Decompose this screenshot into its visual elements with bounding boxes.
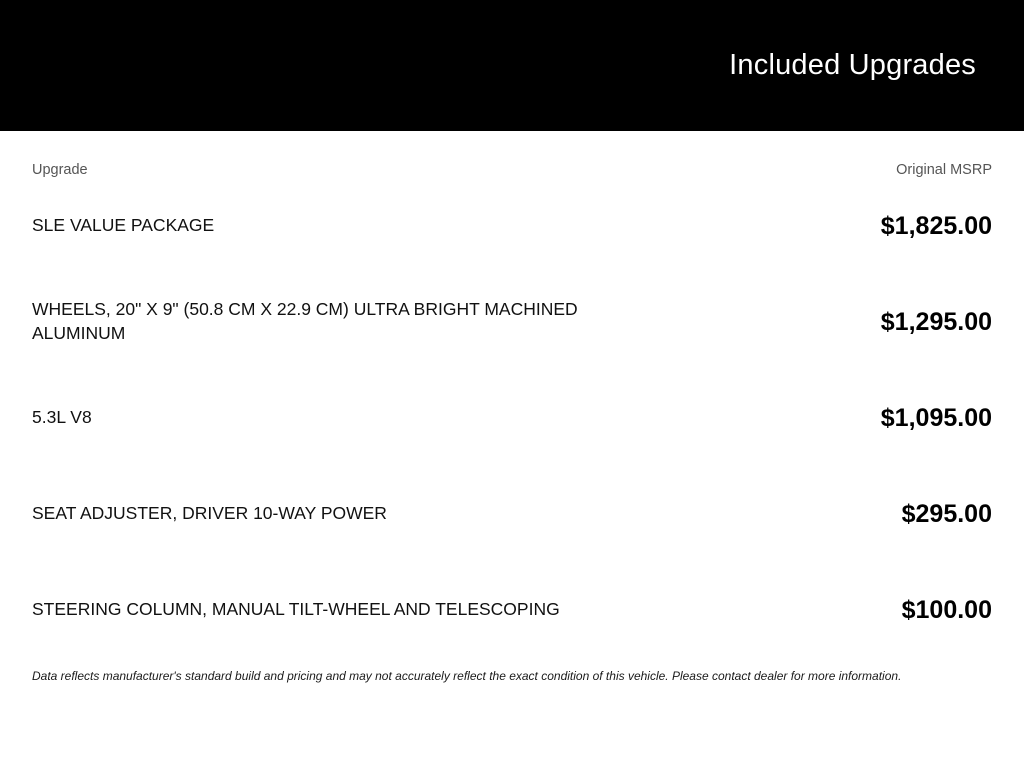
column-header-upgrade: Upgrade — [32, 162, 88, 178]
table-row — [32, 370, 992, 466]
column-header-msrp: Original MSRP — [896, 162, 992, 178]
upgrade-price: $1,295.00 — [880, 307, 992, 336]
table-row — [32, 466, 992, 562]
disclaimer-text: Data reflects manufacturer's standard build and pricing and may not accurately reflect the exact condition of this vehicle. Please contact dealer for more information. — [32, 669, 902, 683]
upgrade-name: SEAT ADJUSTER, DRIVER 10-WAY POWER — [32, 503, 387, 524]
table-column-headers — [32, 131, 992, 178]
upgrade-name: SLE VALUE PACKAGE — [32, 215, 215, 236]
upgrade-price: $1,825.00 — [880, 211, 992, 240]
page-title: Included Upgrades — [729, 49, 976, 82]
upgrade-name: 5.3L V8 — [32, 407, 92, 428]
table-row — [32, 178, 992, 274]
table-row — [32, 562, 992, 658]
upgrade-name: WHEELS, 20" X 9" (50.8 CM X 22.9 CM) ULTRA BRIGHT MACHINED ALUMINUM — [32, 299, 578, 343]
upgrade-name: STEERING COLUMN, MANUAL TILT-WHEEL AND TELESCOPING — [32, 599, 560, 620]
table-row — [32, 274, 992, 370]
page-content — [0, 131, 1024, 768]
upgrade-price: $295.00 — [901, 499, 992, 528]
page-header — [0, 0, 1024, 131]
bottom-spacer — [32, 699, 992, 768]
upgrade-price: $100.00 — [901, 595, 992, 624]
upgrade-price: $1,095.00 — [880, 403, 992, 432]
upgrades-list — [32, 178, 992, 658]
